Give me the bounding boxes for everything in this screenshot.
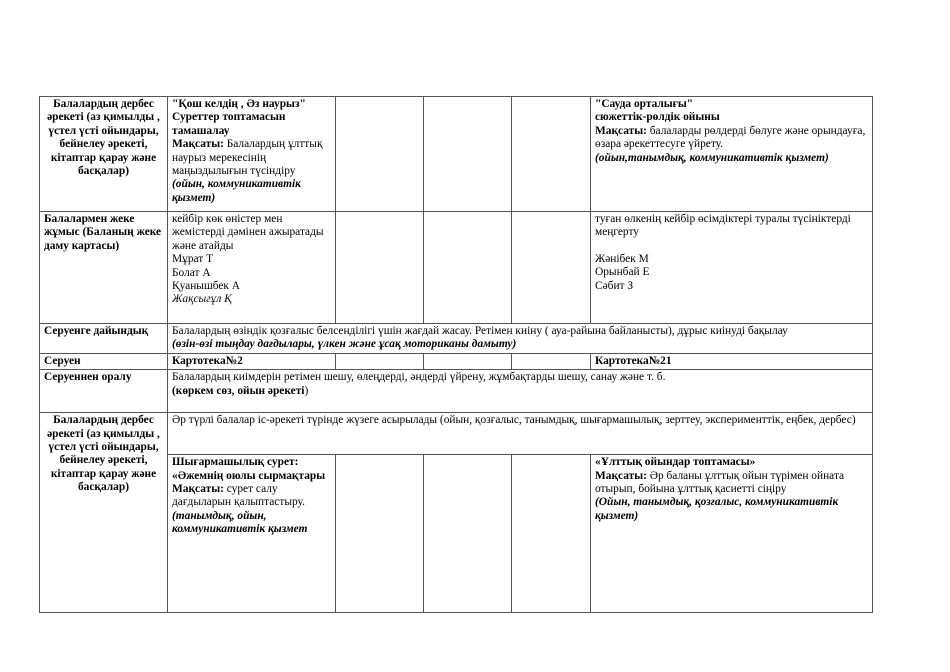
child-name: Жәнібек М xyxy=(595,252,649,265)
row-label-independent-activity: Балалардың дербес әрекеті (аз қимылды , үстел үсті ойындары, бейнелеу әрекеті, кітаптар қарау және басқалар) xyxy=(40,97,168,212)
row-label-independent-activity: Балалардың дербес әрекеті (аз қимылды , үстел үсті ойындары, бейнелеу әрекеті, кітаптар қарау және басқалар) xyxy=(40,413,168,613)
table-row xyxy=(40,370,873,413)
activity-subtitle: сюжеттік-рөлдік ойыны xyxy=(595,111,720,124)
individual-work-cell xyxy=(591,212,873,324)
activity-title: Шығармашылық сурет: xyxy=(172,456,299,469)
empty-cell xyxy=(336,455,424,613)
individual-work-cell xyxy=(168,212,336,324)
walk-prep-text: Балалардың өзіндік қозғалыс белсенділігі үшін жағдай жасау. Ретімен киіну ( ауа-райына байланысты), дұрыс киінуді бақылау xyxy=(172,325,788,337)
goal-text: сурет салу дағдыларын қалыптастыру. xyxy=(172,483,305,509)
row-label-return-from-walk: Серуеннен оралу xyxy=(40,370,168,413)
activity-type: (танымдық, ойын, коммуникативтік қызмет xyxy=(172,509,308,536)
empty-cell xyxy=(424,455,512,613)
return-walk-cell: Балалардың киімдерін ретімен шешу, өлеңдерді, әндерді үйрену, жұмбақтарды шешу, санау және т. б. (көркем сөз, ойын әрекеті) xyxy=(168,370,873,413)
empty-cell xyxy=(424,353,512,369)
task-text: туған өлкенің кейбір өсімдіктері туралы түсініктерді меңгерту xyxy=(595,213,851,239)
activity-type: (ойын,танымдық, коммуникативтік қызмет) xyxy=(595,151,829,164)
goal-text: Балалардың ұлттық наурыз мерекесінің маңыздылығын түсіндіру xyxy=(172,138,323,178)
row-label-individual-work: Балалармен жеке жұмыс (Баланың жеке даму картасы) xyxy=(40,212,168,324)
empty-cell xyxy=(424,97,512,212)
activity-title: «Ұлттық ойындар топтамасы» xyxy=(595,456,756,469)
table-row xyxy=(40,353,873,369)
goal-text: балаларды рөлдерді бөлуге және орындауға, өзара әрекеттесуге үйрету. xyxy=(595,124,866,151)
activity-cell xyxy=(168,97,336,212)
goal-label: Мақсаты: xyxy=(172,138,224,151)
activity-type: (ойын, коммуникативтік қызмет) xyxy=(172,178,301,204)
intro-cell: Әр түрлі балалар іс-әрекеті түрінде жүзеге асырылады (ойын, қозғалыс, танымдық, шығармашылық, зерттеу, эксперименттік, еңбек, дербес) xyxy=(168,413,873,455)
return-walk-text: Балалардың киімдерін ретімен шешу, өлеңдерді, әндерді үйрену, жұмбақтарды шешу, санау және т. б. xyxy=(172,371,666,384)
empty-cell xyxy=(336,353,424,369)
empty-cell xyxy=(512,97,591,212)
child-name: Мұрат Т xyxy=(172,253,214,266)
card-file-cell: Картотека№2 xyxy=(168,353,336,369)
activity-type: (өзін-өзі тыңдау дағдылары, үлкен және ұсақ моториканы дамыту) xyxy=(172,338,517,351)
empty-cell xyxy=(512,353,591,369)
child-name: Сәбит З xyxy=(595,279,634,292)
empty-cell xyxy=(512,455,591,613)
empty-cell xyxy=(336,212,424,324)
task-text: кейбір көк өністер мен жемістерді дәмінен ажыратады және атайды xyxy=(172,213,324,252)
activity-cell xyxy=(168,455,336,613)
card-file-cell: Картотека№21 xyxy=(591,353,873,369)
activity-title: "Қош келдің , Әз наурыз" xyxy=(172,98,306,110)
child-name: Болат А xyxy=(172,266,211,279)
child-name: Қуанышбек А xyxy=(172,280,241,293)
table-row xyxy=(40,413,873,455)
empty-cell xyxy=(424,212,512,324)
activity-type: (Ойын, танымдық, қозғалыс, коммуникативтік қызмет) xyxy=(595,496,839,522)
table-row xyxy=(40,324,873,354)
goal-label: Мақсаты: xyxy=(595,469,647,482)
walk-prep-cell xyxy=(168,324,873,354)
activity-cell xyxy=(591,97,873,212)
table-row xyxy=(40,97,873,212)
activity-subtitle: Суреттер топтамасын тамашалау xyxy=(172,111,286,137)
table-row xyxy=(40,212,873,324)
child-name: Орынбай Е xyxy=(595,266,650,279)
empty-cell xyxy=(512,212,591,324)
activity-type: (көркем сөз, ойын әрекеті xyxy=(172,384,305,397)
schedule-table xyxy=(39,96,873,613)
child-name: Жақсыгұл Қ xyxy=(172,293,232,306)
row-label-walk: Серуен xyxy=(40,353,168,369)
empty-cell xyxy=(336,97,424,212)
goal-label: Мақсаты: xyxy=(595,124,647,137)
row-label-walk-prep: Серуенге дайындық xyxy=(40,324,168,354)
goal-label: Мақсаты: xyxy=(172,483,224,496)
activity-title: "Сауда орталығы" xyxy=(595,98,694,110)
goal-text: Әр баланы ұлттық ойын түрімен ойната отырып, бойына ұлттық қасиетті сіңіру xyxy=(595,469,845,496)
activity-subtitle: «Әжемнің оюлы сырмақтары xyxy=(172,469,326,482)
activity-cell xyxy=(591,455,873,613)
